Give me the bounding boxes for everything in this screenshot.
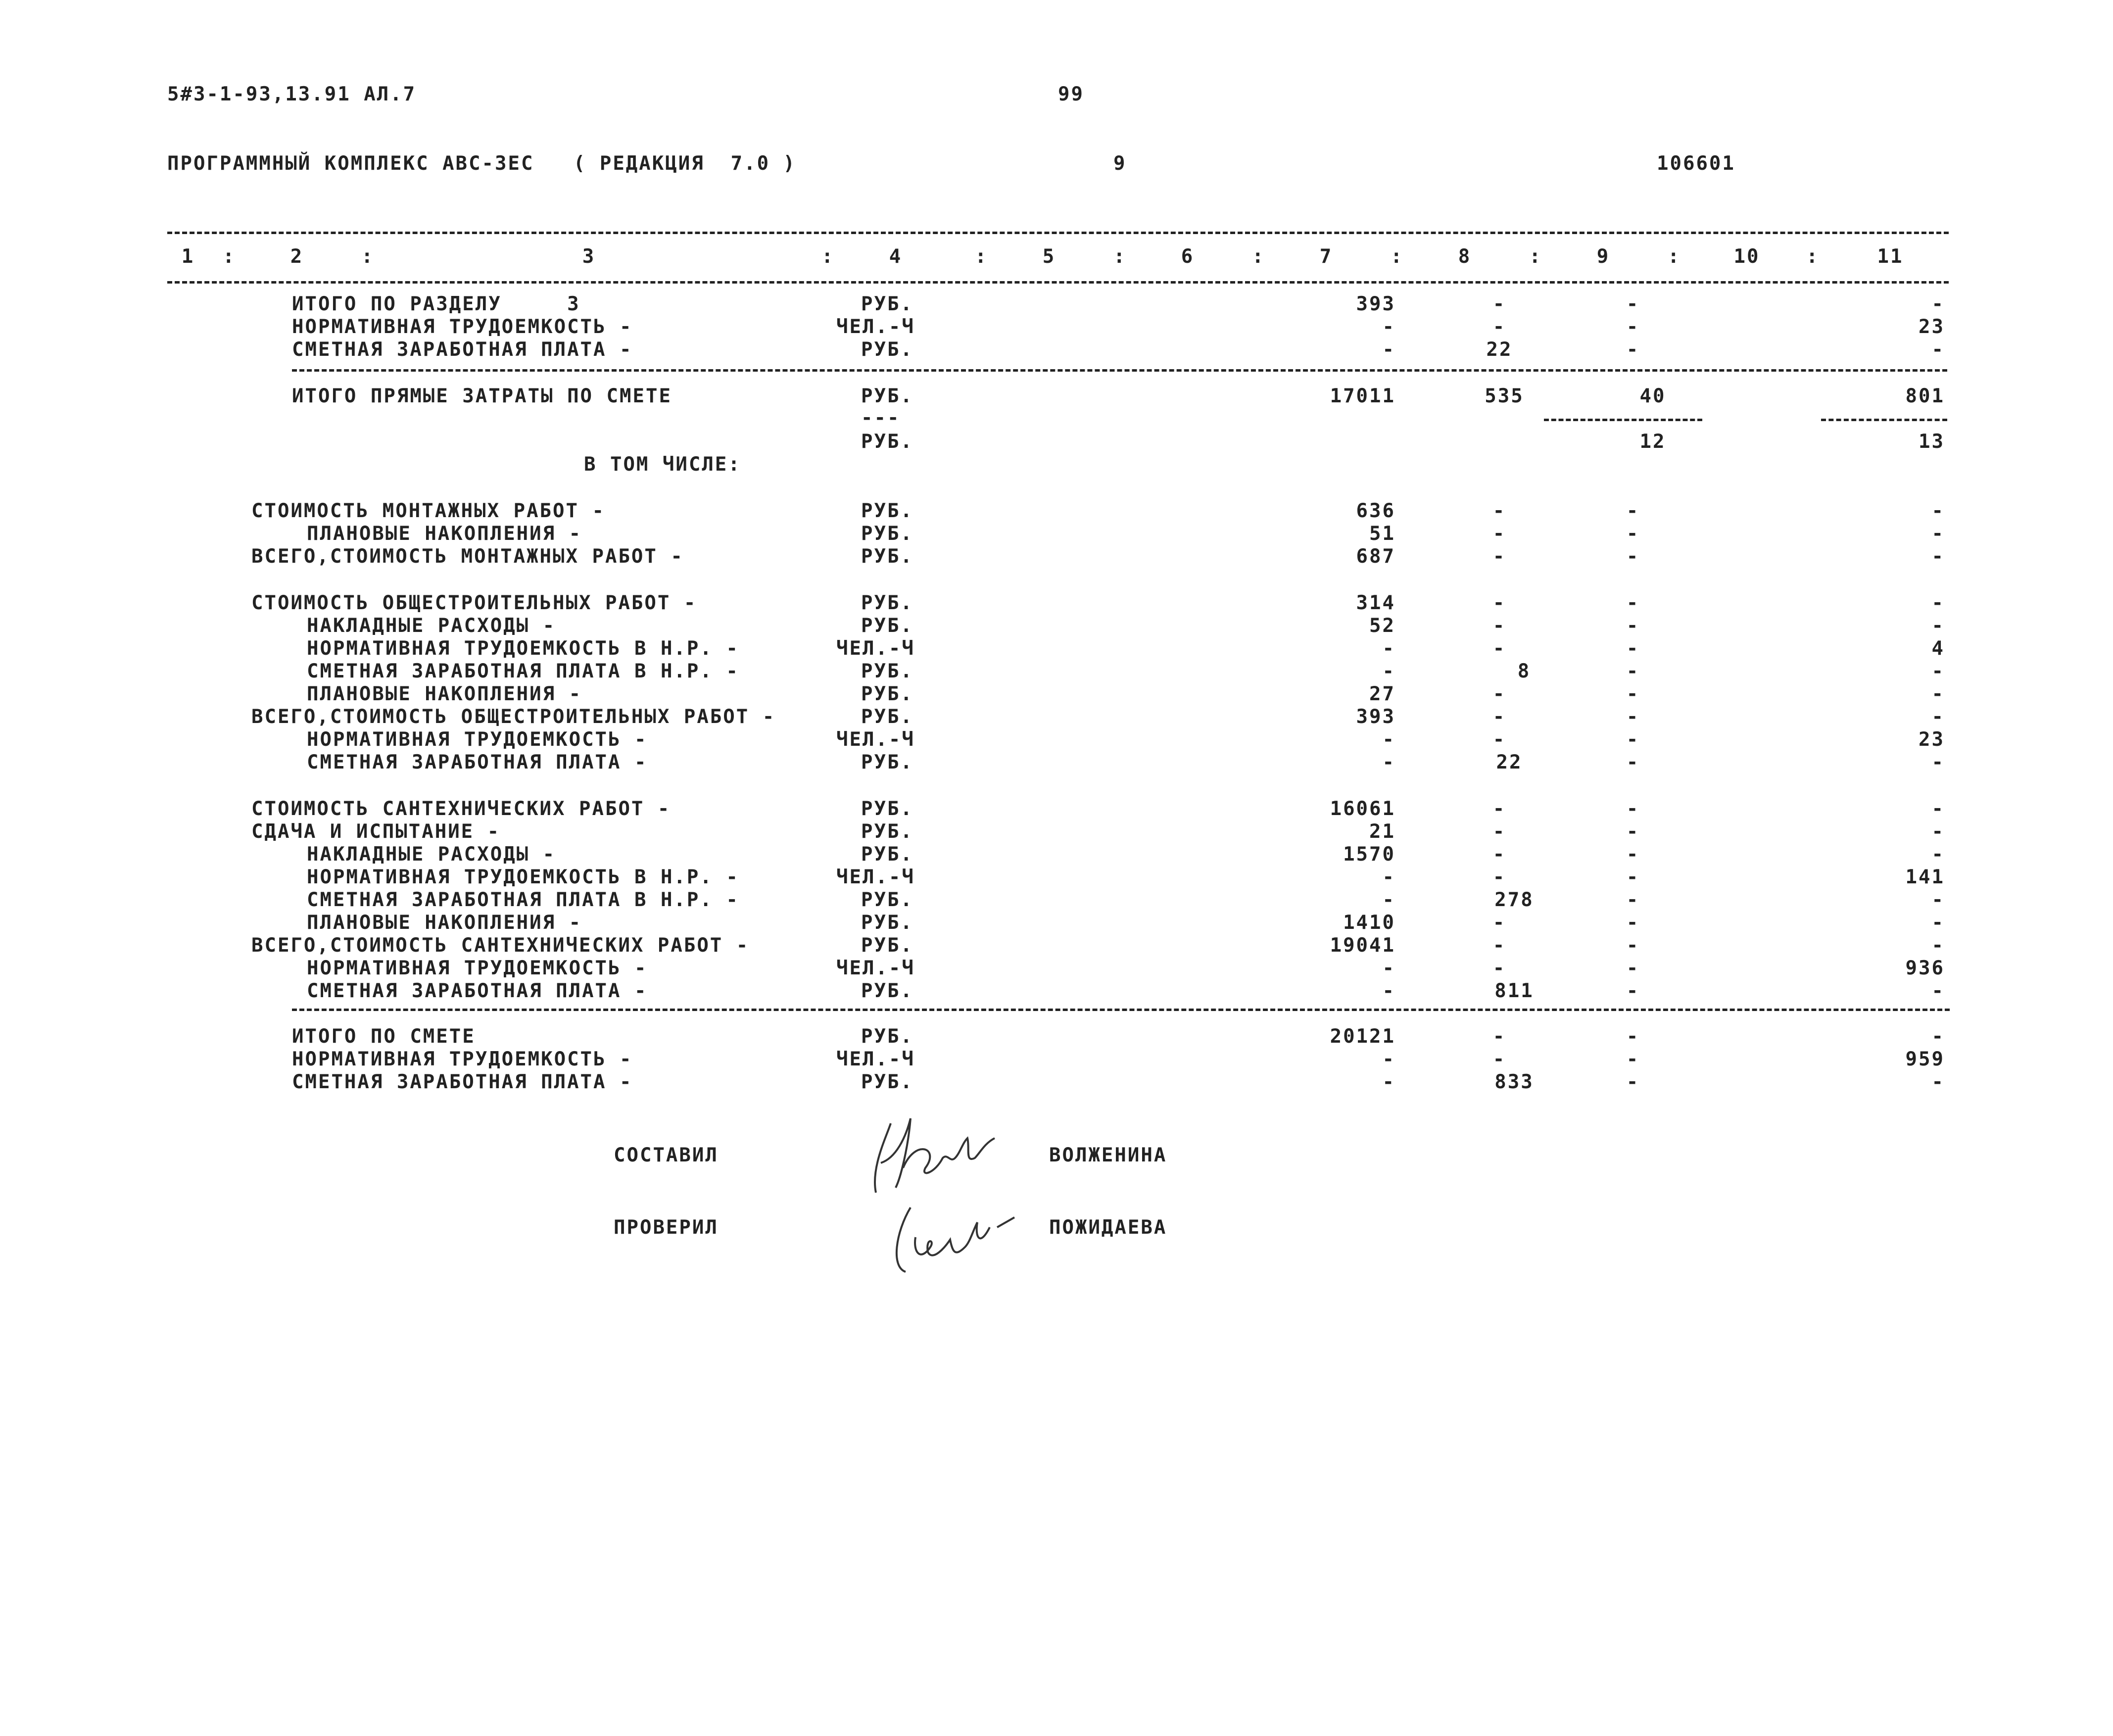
row-col11: - [1931, 338, 1945, 361]
row-label: СМЕТНАЯ ЗАРАБОТНАЯ ПЛАТА - [292, 338, 633, 361]
row-col11: 23 [1919, 316, 1945, 338]
row-unit: РУБ. [861, 843, 913, 866]
composed-by-name: ВОЛЖЕНИНА [1049, 1144, 1167, 1166]
row-col11: - [1931, 592, 1945, 614]
row-col7: - [1382, 338, 1395, 361]
row-label: ПЛАНОВЫЕ НАКОПЛЕНИЯ - [307, 523, 582, 545]
column-header: 5 [1042, 245, 1056, 268]
row-label: НОРМАТИВНАЯ ТРУДОЕМКОСТЬ - [292, 316, 633, 338]
row-col9: - [1626, 728, 1640, 751]
row-unit: РУБ. [861, 706, 913, 728]
row-col9: - [1626, 338, 1640, 361]
row-col7: 19041 [1330, 934, 1395, 957]
row-col7: 52 [1369, 615, 1395, 637]
row-col8: - [1492, 866, 1506, 888]
row-col7: 16061 [1330, 798, 1395, 820]
column-separator: : [1529, 245, 1542, 268]
row-unit: РУБ. [861, 683, 913, 705]
row-label: НОРМАТИВНАЯ ТРУДОЕМКОСТЬ - [307, 957, 648, 979]
row-col8: 811 [1494, 980, 1534, 1002]
row-col11: - [1931, 523, 1945, 545]
row-col7: - [1382, 316, 1395, 338]
column-header: 10 [1733, 245, 1760, 268]
row-unit: РУБ. [861, 889, 913, 911]
row-col11: 13 [1919, 431, 1945, 453]
row-col7: - [1382, 751, 1395, 773]
row-col11: 141 [1905, 866, 1945, 888]
row-col9: - [1626, 820, 1640, 843]
row-label: СМЕТНАЯ ЗАРАБОТНАЯ ПЛАТА - [307, 980, 648, 1002]
row-unit: РУБ. [861, 660, 913, 682]
row-unit: РУБ. [861, 431, 913, 453]
row-col9: - [1626, 592, 1640, 614]
row-unit: РУБ. [861, 798, 913, 820]
row-col8: - [1492, 615, 1506, 637]
row-col11: - [1931, 912, 1945, 934]
row-col11: - [1931, 934, 1945, 957]
row-label: СДАЧА И ИСПЫТАНИЕ - [251, 820, 501, 843]
row-col8: - [1492, 523, 1506, 545]
checked-by-name: ПОЖИДАЕВА [1049, 1216, 1167, 1239]
column-header: 8 [1458, 245, 1472, 268]
row-unit: ЧЕЛ.-Ч [836, 957, 915, 979]
row-col8: - [1492, 934, 1506, 957]
column-separator: : [821, 245, 835, 268]
row-col11: 23 [1919, 728, 1945, 751]
row-col9: 40 [1639, 385, 1666, 407]
subtotal-rule-col9 [1544, 419, 1702, 421]
row-col8: - [1492, 1025, 1506, 1048]
row-label: ИТОГО ПО СМЕТЕ [292, 1025, 476, 1048]
row-label: НОРМАТИВНАЯ ТРУДОЕМКОСТЬ В Н.Р. - [307, 637, 739, 660]
row-col8: 8 [1517, 660, 1531, 682]
row-label: ВСЕГО,СТОИМОСТЬ САНТЕХНИЧЕСКИХ РАБОТ - [251, 934, 750, 957]
row-col8: 22 [1496, 751, 1523, 773]
row-col9: - [1626, 912, 1640, 934]
row-unit: РУБ. [861, 615, 913, 637]
row-col11: - [1931, 1071, 1945, 1093]
row-col7: 393 [1356, 293, 1395, 315]
row-col11: - [1931, 706, 1945, 728]
column-separator: : [223, 245, 236, 268]
row-col8: - [1492, 683, 1506, 705]
row-col8: - [1492, 798, 1506, 820]
row-col9: - [1626, 615, 1640, 637]
row-unit: РУБ. [861, 1025, 913, 1048]
row-unit: РУБ. [861, 980, 913, 1002]
row-col8: 535 [1485, 385, 1524, 407]
row-col9: - [1626, 500, 1640, 522]
row-col9: - [1626, 866, 1640, 888]
row-label: НОРМАТИВНАЯ ТРУДОЕМКОСТЬ В Н.Р. - [307, 866, 739, 888]
row-col8: - [1492, 293, 1506, 315]
totals-rule [292, 1009, 1950, 1011]
column-header: 3 [582, 245, 596, 268]
column-header: 2 [290, 245, 304, 268]
row-unit: РУБ. [861, 912, 913, 934]
row-col8: - [1492, 500, 1506, 522]
row-col11: 801 [1905, 385, 1945, 407]
sheet-number: 9 [1113, 152, 1127, 175]
row-col7: 1570 [1343, 843, 1395, 866]
row-col9: - [1626, 706, 1640, 728]
document-code: 5#3-1-93,13.91 АЛ.7 [167, 83, 417, 105]
row-col7: 1410 [1343, 912, 1395, 934]
row-col8: - [1492, 637, 1506, 660]
row-col7: - [1382, 1071, 1395, 1093]
row-col11: - [1931, 500, 1945, 522]
row-col7: - [1382, 980, 1395, 1002]
row-col11: - [1931, 660, 1945, 682]
row-label: ИТОГО ПО РАЗДЕЛУ 3 [292, 293, 580, 315]
row-label: СМЕТНАЯ ЗАРАБОТНАЯ ПЛАТА - [292, 1071, 633, 1093]
column-separator: : [975, 245, 988, 268]
row-col9: - [1626, 545, 1640, 568]
row-label: ВСЕГО,СТОИМОСТЬ ОБЩЕСТРОИТЕЛЬНЫХ РАБОТ - [251, 706, 776, 728]
row-col8: 22 [1486, 338, 1513, 361]
row-col9: - [1626, 1071, 1640, 1093]
column-header: 11 [1877, 245, 1904, 268]
row-col7: 314 [1356, 592, 1395, 614]
row-col7: - [1382, 1048, 1395, 1070]
row-col8: - [1492, 912, 1506, 934]
row-label: ВСЕГО,СТОИМОСТЬ МОНТАЖНЫХ РАБОТ - [251, 545, 684, 568]
column-separator: : [1806, 245, 1820, 268]
row-unit: РУБ. [861, 592, 913, 614]
row-label: СМЕТНАЯ ЗАРАБОТНАЯ ПЛАТА - [307, 751, 648, 773]
row-col7: - [1382, 957, 1395, 979]
row-col11: 959 [1905, 1048, 1945, 1070]
row-col8: - [1492, 316, 1506, 338]
row-col7: - [1382, 866, 1395, 888]
row-col11: - [1931, 545, 1945, 568]
row-col11: - [1931, 293, 1945, 315]
row-col9: - [1626, 934, 1640, 957]
row-label: СТОИМОСТЬ ОБЩЕСТРОИТЕЛЬНЫХ РАБОТ - [251, 592, 697, 614]
row-label: СМЕТНАЯ ЗАРАБОТНАЯ ПЛАТА В Н.Р. - [307, 889, 739, 911]
row-col11: - [1931, 980, 1945, 1002]
row-col8: 278 [1494, 889, 1534, 911]
table-top-rule [167, 232, 1949, 234]
row-col8: - [1492, 545, 1506, 568]
row-unit: ЧЕЛ.-Ч [836, 728, 915, 751]
row-col7: 51 [1369, 523, 1395, 545]
row-col11: - [1931, 751, 1945, 773]
row-unit: РУБ. [861, 385, 913, 407]
composed-by-label: СОСТАВИЛ [614, 1144, 719, 1166]
row-label: ПЛАНОВЫЕ НАКОПЛЕНИЯ - [307, 912, 582, 934]
row-label: НОРМАТИВНАЯ ТРУДОЕМКОСТЬ - [292, 1048, 633, 1070]
row-label: НАКЛАДНЫЕ РАСХОДЫ - [307, 843, 556, 866]
row-unit: ЧЕЛ.-Ч [836, 637, 915, 660]
row-col8: - [1492, 592, 1506, 614]
row-label: НАКЛАДНЫЕ РАСХОДЫ - [307, 615, 556, 637]
row-label: НОРМАТИВНАЯ ТРУДОЕМКОСТЬ - [307, 728, 648, 751]
row-col7: 393 [1356, 706, 1395, 728]
section-rule [292, 369, 1947, 372]
page-number: 99 [1058, 83, 1084, 105]
column-separator: : [1113, 245, 1127, 268]
row-col7: 20121 [1330, 1025, 1395, 1048]
row-unit: РУБ. [861, 1071, 913, 1093]
subtotal-rule-col11 [1821, 419, 1947, 421]
row-unit: РУБ. [861, 545, 913, 568]
row-unit: РУБ. [861, 820, 913, 843]
row-col9: - [1626, 1048, 1640, 1070]
row-unit: РУБ. [861, 338, 913, 361]
row-col7: 27 [1369, 683, 1395, 705]
row-col9: - [1626, 957, 1640, 979]
row-unit: ЧЕЛ.-Ч [836, 1048, 915, 1070]
row-col7: - [1382, 637, 1395, 660]
row-col8: - [1492, 957, 1506, 979]
row-col11: 936 [1905, 957, 1945, 979]
row-unit: РУБ. [861, 751, 913, 773]
row-col8: 833 [1494, 1071, 1534, 1093]
row-col9: - [1626, 1025, 1640, 1048]
row-col9: - [1626, 798, 1640, 820]
row-col8: - [1492, 843, 1506, 866]
row-col11: - [1931, 798, 1945, 820]
column-separator: : [1391, 245, 1404, 268]
row-col8: - [1492, 820, 1506, 843]
column-header: 9 [1596, 245, 1610, 268]
row-label: СТОИМОСТЬ МОНТАЖНЫХ РАБОТ - [251, 500, 605, 522]
row-label: СТОИМОСТЬ САНТЕХНИЧЕСКИХ РАБОТ - [251, 798, 671, 820]
row-col7: 17011 [1330, 385, 1395, 407]
document-number: 106601 [1657, 152, 1735, 175]
row-col9: - [1626, 889, 1640, 911]
row-col11: - [1931, 820, 1945, 843]
row-col7: 687 [1356, 545, 1395, 568]
row-col8: - [1492, 1048, 1506, 1070]
row-col11: - [1931, 683, 1945, 705]
row-col7: - [1382, 728, 1395, 751]
row-col11: - [1931, 889, 1945, 911]
row-unit: РУБ. [861, 293, 913, 315]
row-unit: РУБ. [861, 934, 913, 957]
row-label: ИТОГО ПРЯМЫЕ ЗАТРАТЫ ПО СМЕТЕ [292, 385, 672, 407]
row-col11: - [1931, 843, 1945, 866]
column-header: 7 [1319, 245, 1333, 268]
row-col9: - [1626, 683, 1640, 705]
table-header-rule [167, 281, 1949, 284]
column-header: 6 [1181, 245, 1195, 268]
row-label: ПЛАНОВЫЕ НАКОПЛЕНИЯ - [307, 683, 582, 705]
row-unit: ЧЕЛ.-Ч [836, 316, 915, 338]
unit-separator: --- [861, 407, 901, 429]
row-col9: - [1626, 660, 1640, 682]
row-col11: - [1931, 1025, 1945, 1048]
row-col7: - [1382, 660, 1395, 682]
row-col9: - [1626, 523, 1640, 545]
row-label: СМЕТНАЯ ЗАРАБОТНАЯ ПЛАТА В Н.Р. - [307, 660, 739, 682]
program-title: ПРОГРАММНЫЙ КОМПЛЕКС АВС-3ЕС ( РЕДАКЦИЯ 7.0 ) [167, 152, 797, 175]
row-unit: РУБ. [861, 500, 913, 522]
row-col7: 21 [1369, 820, 1395, 843]
row-unit: ЧЕЛ.-Ч [836, 866, 915, 888]
checker-signature [886, 1193, 1024, 1282]
row-col9: - [1626, 843, 1640, 866]
row-col9: - [1626, 316, 1640, 338]
row-col7: 636 [1356, 500, 1395, 522]
row-col7: - [1382, 889, 1395, 911]
row-col9: - [1626, 637, 1640, 660]
row-col11: 4 [1931, 637, 1945, 660]
column-header: 4 [889, 245, 903, 268]
column-separator: : [1252, 245, 1265, 268]
row-col9: - [1626, 980, 1640, 1002]
row-col11: - [1931, 615, 1945, 637]
checked-by-label: ПРОВЕРИЛ [614, 1216, 719, 1239]
section-heading: В ТОМ ЧИСЛЕ: [584, 453, 741, 476]
column-separator: : [1668, 245, 1681, 268]
row-col8: - [1492, 728, 1506, 751]
column-separator: : [361, 245, 375, 268]
row-col9: 12 [1639, 431, 1666, 453]
row-unit: РУБ. [861, 523, 913, 545]
row-col9: - [1626, 751, 1640, 773]
row-col8: - [1492, 706, 1506, 728]
column-header: 1 [181, 245, 195, 268]
row-col9: - [1626, 293, 1640, 315]
